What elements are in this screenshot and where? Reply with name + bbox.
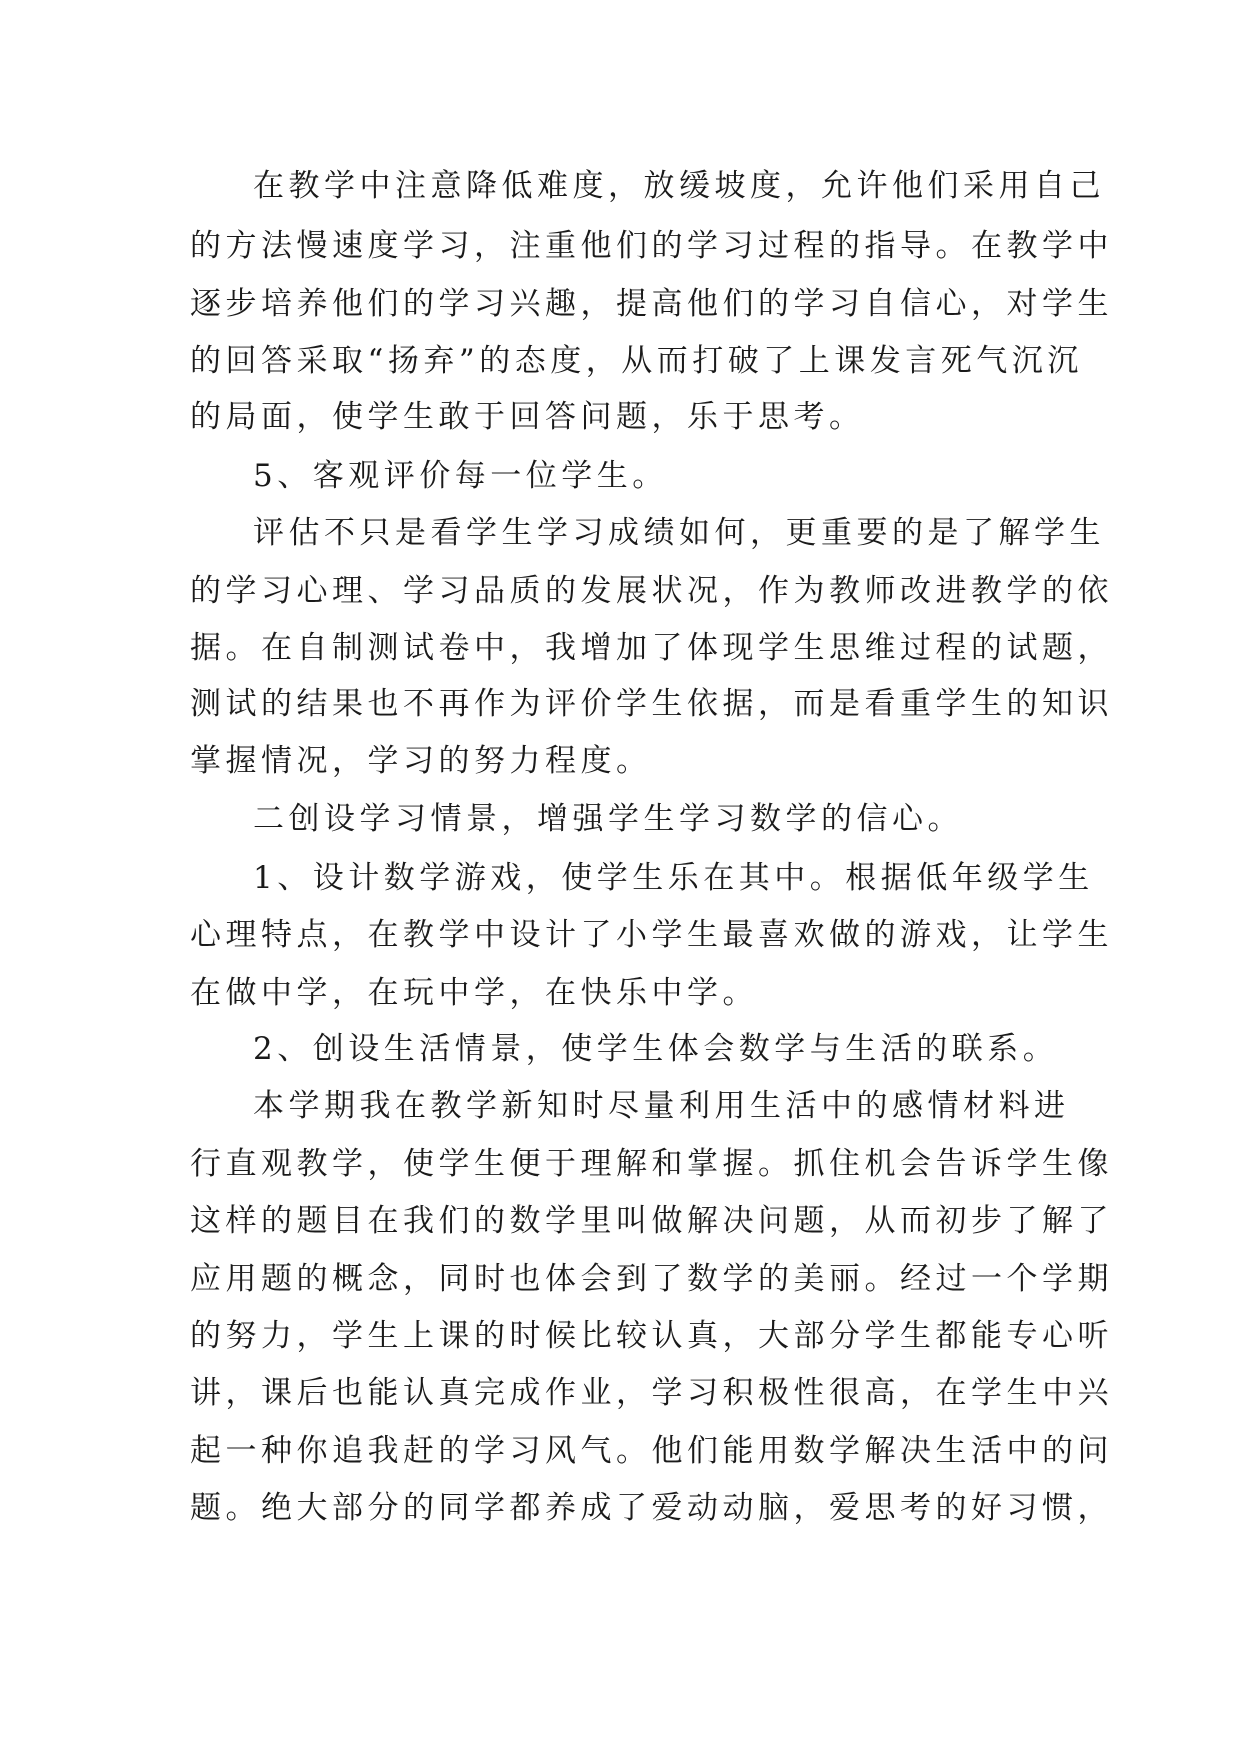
paragraph-line: 这样的题目在我们的数学里叫做解决问题，从而初步了解了 xyxy=(190,1203,1113,1239)
paragraph-line: 的方法慢速度学习，注重他们的学习过程的指导。在教学中 xyxy=(190,228,1113,264)
paragraph-line: 掌握情况，学习的努力程度。 xyxy=(190,743,652,779)
paragraph-line: 本学期我在教学新知时尽量利用生活中的感情材料进 xyxy=(253,1088,1070,1124)
paragraph-line: 心理特点，在教学中设计了小学生最喜欢做的游戏，让学生 xyxy=(190,917,1113,953)
section-heading: 2、创设生活情景，使学生体会数学与生活的联系。 xyxy=(253,1031,1059,1067)
paragraph-line: 评估不只是看学生学习成绩如何，更重要的是了解学生 xyxy=(253,515,1105,551)
paragraph-line: 在教学中注意降低难度，放缓坡度，允许他们采用自己 xyxy=(253,168,1105,204)
paragraph-line: 测试的结果也不再作为评价学生依据，而是看重学生的知识 xyxy=(190,686,1113,722)
paragraph-line: 应用题的概念，同时也体会到了数学的美丽。经过一个学期 xyxy=(190,1261,1113,1297)
paragraph-line: 讲，课后也能认真完成作业，学习积极性很高，在学生中兴 xyxy=(190,1375,1113,1411)
paragraph-line: 据。在自制测试卷中，我增加了体现学生思维过程的试题， xyxy=(190,630,1113,666)
paragraph-line: 的努力，学生上课的时候比较认真，大部分学生都能专心听 xyxy=(190,1318,1113,1354)
paragraph-line: 逐步培养他们的学习兴趣，提高他们的学习自信心，对学生 xyxy=(190,286,1113,322)
paragraph-line: 题。绝大部分的同学都养成了爱动动脑，爱思考的好习惯， xyxy=(190,1490,1113,1526)
paragraph-line: 的局面，使学生敢于回答问题，乐于思考。 xyxy=(190,399,865,435)
paragraph-line: 的学习心理、学习品质的发展状况，作为教师改进教学的依 xyxy=(190,573,1113,609)
section-heading: 5、客观评价每一位学生。 xyxy=(253,458,668,494)
section-heading: 二创设学习情景，增强学生学习数学的信心。 xyxy=(253,801,963,837)
paragraph-line: 起一种你追我赶的学习风气。他们能用数学解决生活中的问 xyxy=(190,1433,1113,1469)
paragraph-line: 在做中学，在玩中学，在快乐中学。 xyxy=(190,975,758,1011)
paragraph-line: 行直观教学，使学生便于理解和掌握。抓住机会告诉学生像 xyxy=(190,1146,1113,1182)
paragraph-line: 1、设计数学游戏，使学生乐在其中。根据低年级学生 xyxy=(253,860,1094,896)
paragraph-line: 的回答采取“扬弃”的态度，从而打破了上课发言死气沉沉 xyxy=(190,343,1083,379)
